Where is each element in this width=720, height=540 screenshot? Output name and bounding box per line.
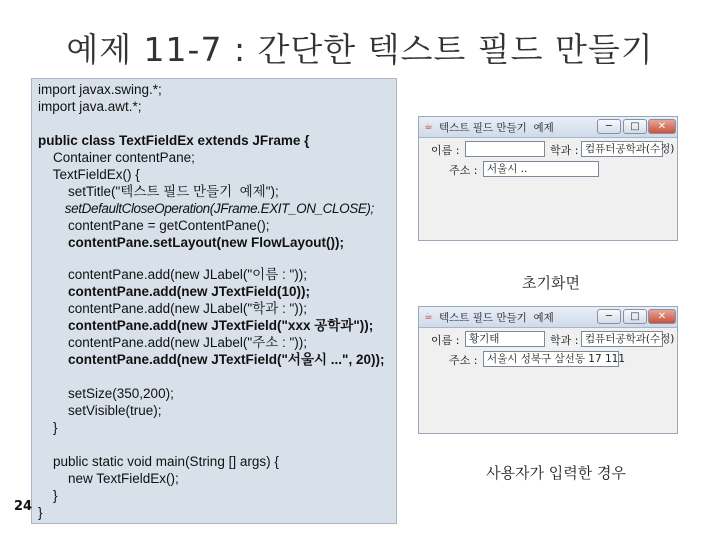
code-line: new TextFieldEx();	[38, 471, 179, 486]
close-button[interactable]: ✕	[648, 119, 676, 134]
java-frame-initial	[418, 116, 678, 241]
code-line: contentPane.setLayout(new FlowLayout());	[38, 235, 345, 250]
page-number: 24	[14, 499, 33, 514]
caption-user-input: 사용자가 입력한 경우	[486, 464, 626, 482]
name-label: 이름 :	[431, 334, 460, 347]
code-line: Container contentPane;	[38, 150, 195, 165]
name-field[interactable]	[465, 141, 545, 157]
maximize-button[interactable]: □	[623, 119, 647, 134]
code-line: TextFieldEx() {	[38, 167, 140, 182]
code-line: setSize(350,200);	[38, 386, 174, 401]
minimize-button[interactable]: ─	[597, 119, 621, 134]
code-line: contentPane = getContentPane();	[38, 218, 270, 233]
code-line: public static void main(String [] args) {	[38, 454, 279, 469]
code-line: }	[38, 505, 43, 520]
dept-field[interactable]: 컴퓨터공학과(수정)	[581, 141, 663, 157]
code-line: setVisible(true);	[38, 403, 162, 418]
code-line: contentPane.add(new JTextField("서울시 ...", 20));	[38, 352, 385, 367]
maximize-button[interactable]: □	[623, 309, 647, 324]
code-line: contentPane.add(new JLabel("이름 : "));	[38, 267, 308, 282]
name-field[interactable]: 황기태	[465, 331, 545, 347]
java-frame-user-input	[418, 306, 678, 434]
dept-field[interactable]: 컴퓨터공학과(수정)	[581, 331, 663, 347]
code-line: setTitle("텍스트 필드 만들기 예제");	[38, 184, 279, 199]
code-line: contentPane.add(new JLabel("주소 : "));	[38, 335, 308, 350]
code-line: import javax.swing.*;	[38, 82, 162, 97]
code-line: }	[38, 420, 58, 435]
name-label: 이름 :	[431, 144, 460, 157]
addr-label: 주소 :	[449, 164, 478, 177]
code-line: }	[38, 488, 58, 503]
caption-initial: 초기화면	[522, 274, 580, 292]
code-line: setDefaultCloseOperation(JFrame.EXIT_ON_CLOSE);	[38, 201, 374, 216]
minimize-button[interactable]: ─	[597, 309, 621, 324]
addr-field[interactable]: 서울시 ..	[483, 161, 599, 177]
window-title: 텍스트 필드 만들기 예제	[439, 122, 554, 134]
title-bar[interactable]	[419, 117, 677, 138]
dept-label: 학과 :	[550, 144, 579, 157]
close-button[interactable]: ✕	[648, 309, 676, 324]
title-bar[interactable]	[419, 307, 677, 328]
code-panel	[31, 78, 397, 524]
java-cup-icon: ☕	[424, 311, 433, 322]
code-line: contentPane.add(new JTextField(10));	[38, 284, 311, 299]
code-line: import java.awt.*;	[38, 99, 142, 114]
code-line: contentPane.add(new JLabel("학과 : "));	[38, 301, 308, 316]
window-title: 텍스트 필드 만들기 예제	[439, 312, 554, 324]
code-line: contentPane.add(new JTextField("xxx 공학과"));	[38, 318, 374, 333]
slide-title: 예제 11-7 : 간단한 텍스트 필드 만들기	[66, 30, 654, 69]
addr-label: 주소 :	[449, 354, 478, 367]
java-cup-icon: ☕	[424, 121, 433, 132]
code-line: public class TextFieldEx extends JFrame {	[38, 133, 310, 148]
dept-label: 학과 :	[550, 334, 579, 347]
addr-field[interactable]: 서울시 성북구 삼선동 17 111	[483, 351, 619, 367]
